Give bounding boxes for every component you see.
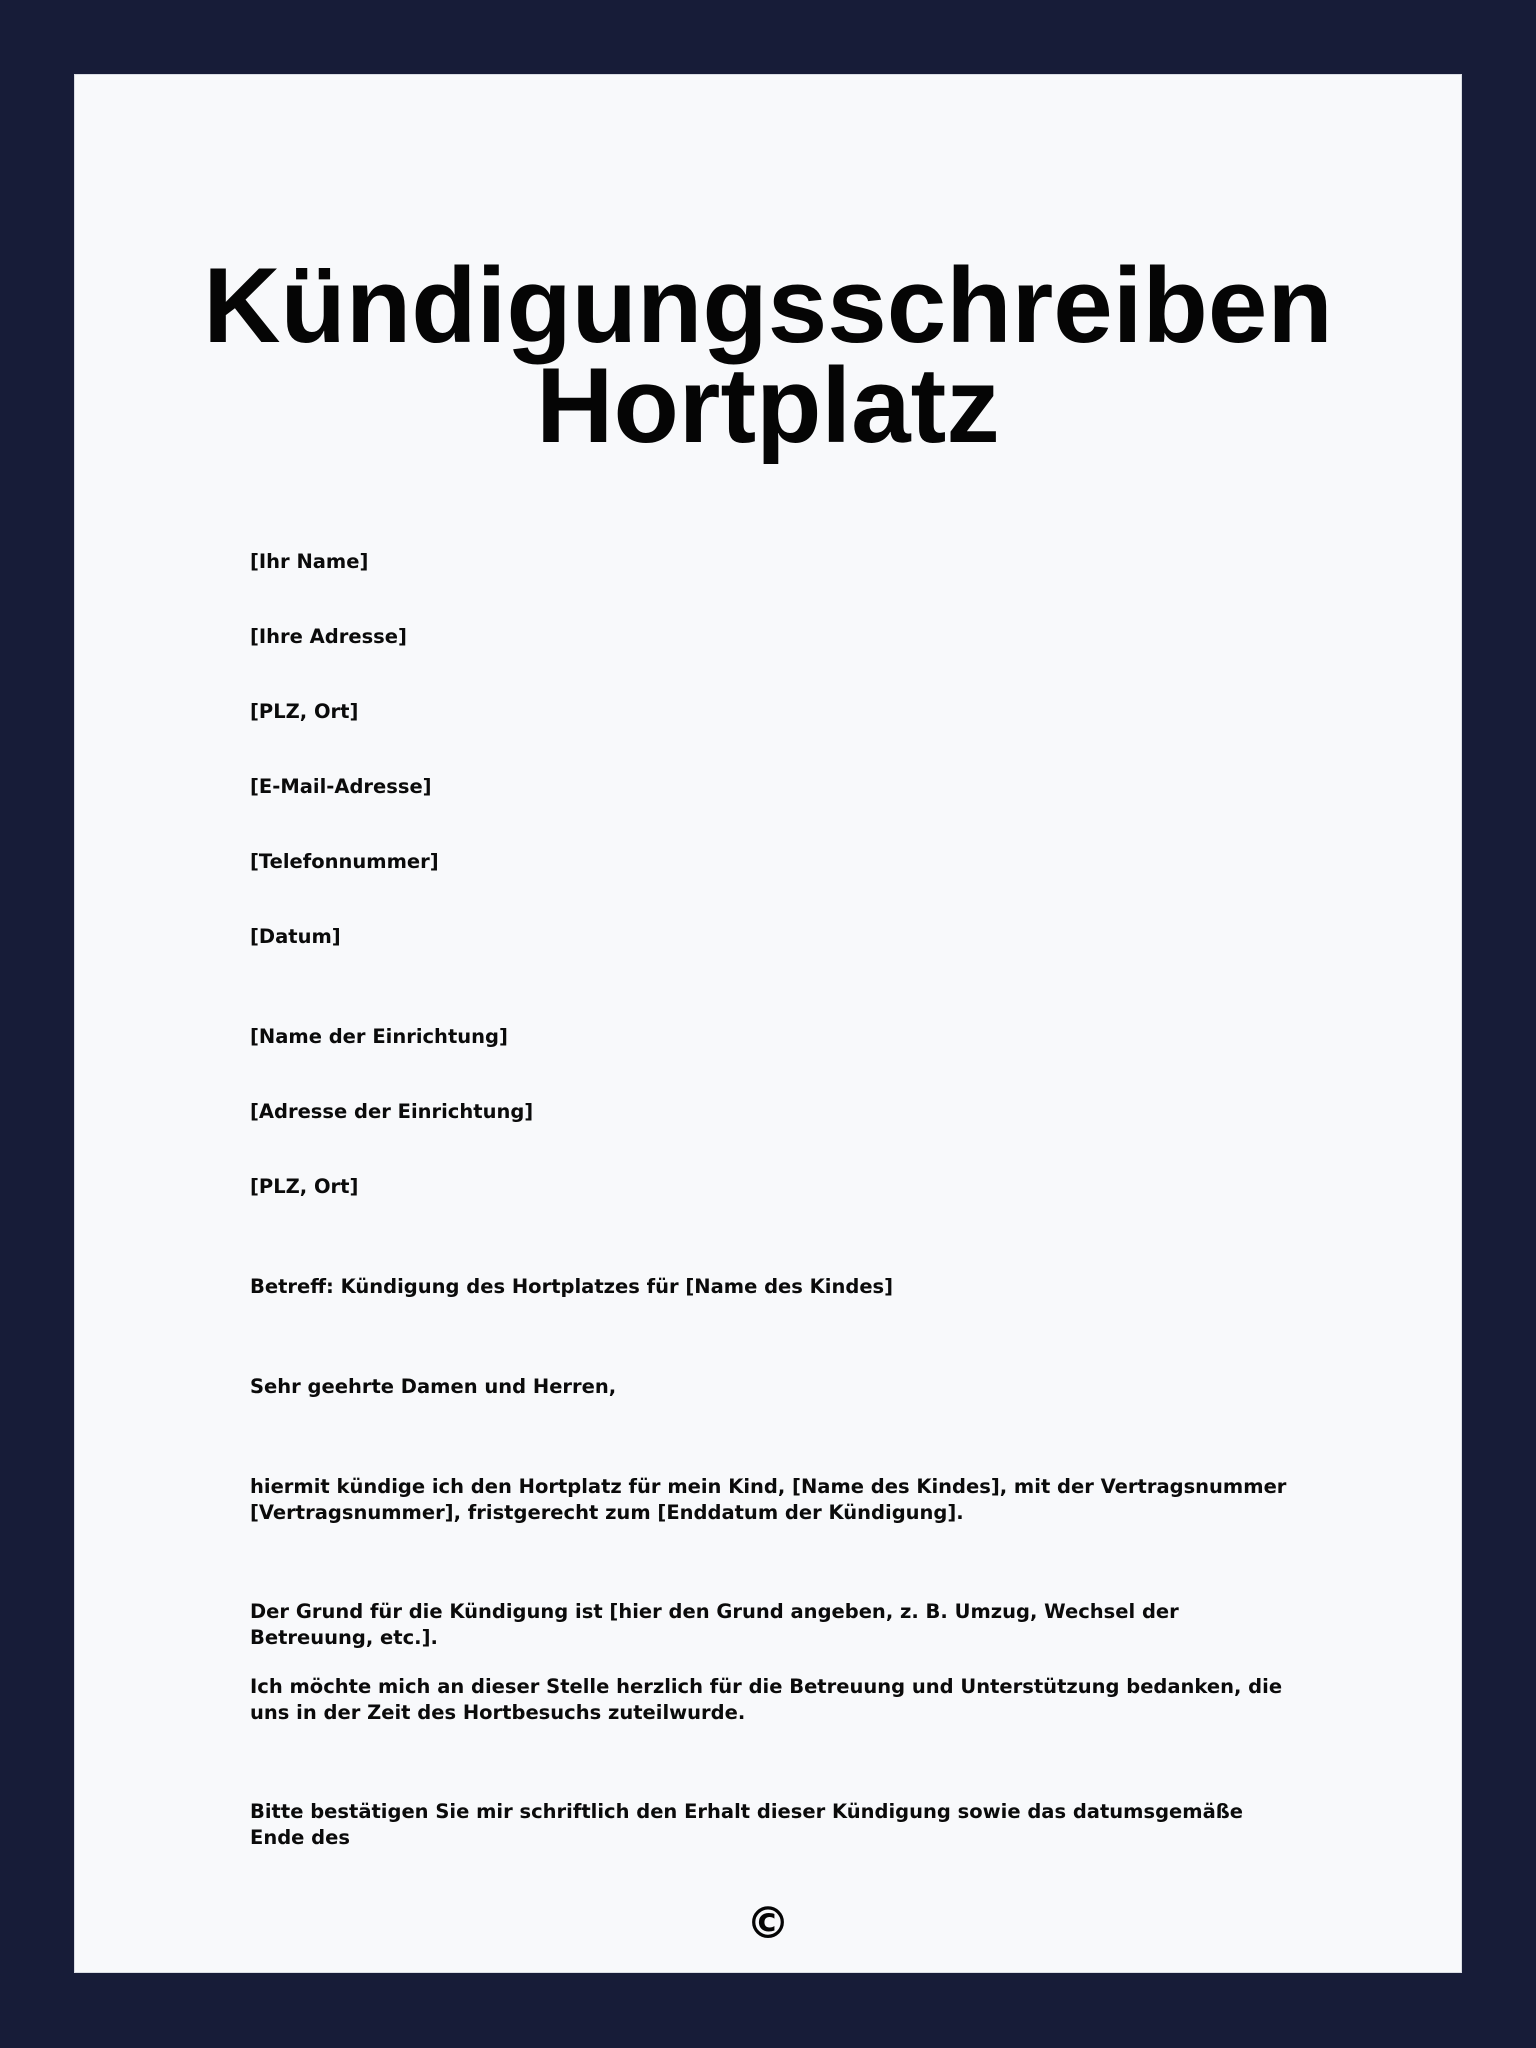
title-line-1: Kündigungsschreiben bbox=[203, 245, 1333, 365]
sender-name: [Ihr Name] bbox=[250, 550, 369, 573]
recipient-city: [PLZ, Ort] bbox=[250, 1175, 359, 1198]
document-title bbox=[75, 245, 1461, 465]
sender-phone: [Telefonnummer] bbox=[250, 850, 439, 873]
letter-subject: Betreff: Kündigung des Hortplatzes für [Name des Kindes] bbox=[250, 1275, 894, 1298]
sender-email: [E-Mail-Adresse] bbox=[250, 775, 432, 798]
paragraph-2: Der Grund für die Kündigung ist [hier den Grund angeben, z. B. Umzug, Wechsel der Betreuung, etc.]. bbox=[250, 1600, 1179, 1649]
sender-city: [PLZ, Ort] bbox=[250, 700, 359, 723]
paragraph-4: Bitte bestätigen Sie mir schriftlich den Erhalt dieser Kündigung sowie das datumsgemäße Ende des bbox=[250, 1800, 1244, 1849]
recipient-address: [Adresse der Einrichtung] bbox=[250, 1100, 534, 1123]
title-line-2: Hortplatz bbox=[536, 345, 1000, 465]
letter-date: [Datum] bbox=[250, 925, 341, 948]
document-page bbox=[75, 75, 1461, 1972]
recipient-name: [Name der Einrichtung] bbox=[250, 1025, 508, 1048]
copyright-icon: © bbox=[746, 1898, 790, 1949]
letter-salutation: Sehr geehrte Damen und Herren, bbox=[250, 1375, 617, 1398]
paragraph-3: Ich möchte mich an dieser Stelle herzlich für die Betreuung und Unterstützung bedanken, die uns in der Zeit des Hortbesuchs zuteilwurde. bbox=[250, 1675, 1283, 1724]
paragraph-1: hiermit kündige ich den Hortplatz für mein Kind, [Name des Kindes], mit der Vertragsnummer [Vertragsnummer], fristgerecht zum [Enddatum der Kündigung]. bbox=[250, 1475, 1287, 1524]
sender-address: [Ihre Adresse] bbox=[250, 625, 407, 648]
